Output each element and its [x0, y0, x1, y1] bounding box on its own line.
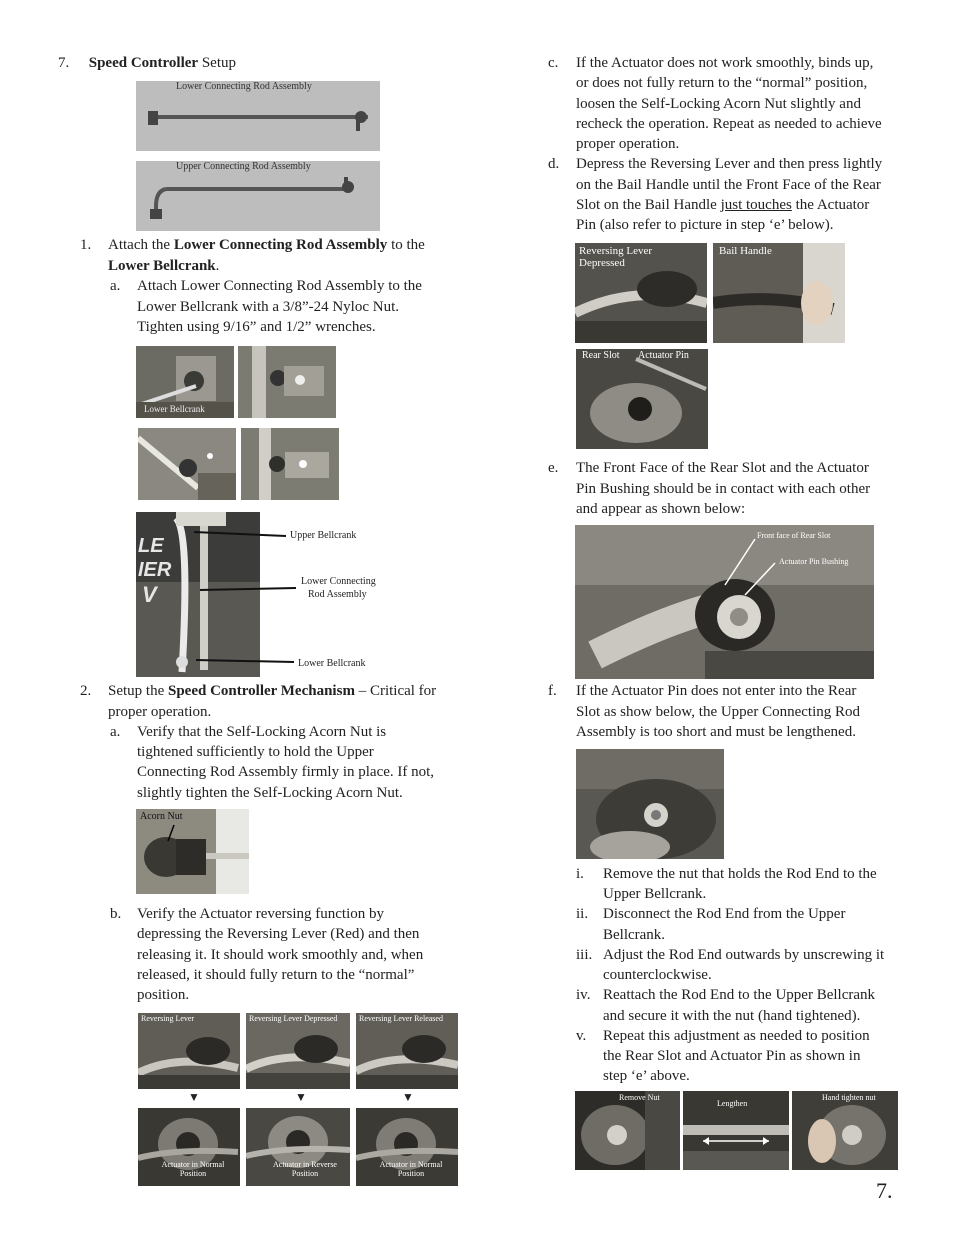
- right-c-line: or does not fully return to the “normal” position,: [576, 75, 868, 91]
- svg-text:LE: LE: [138, 535, 164, 557]
- reversing-photo-label: Reversing Lever: [141, 1014, 195, 1023]
- step2-b-line: released, it should fully return to the “normal”: [137, 967, 415, 983]
- step1-line1: [108, 235, 425, 255]
- right-d-l3-post: the Actuator: [791, 197, 870, 213]
- svg-text:V: V: [142, 582, 157, 607]
- front-face-label: Front face of Rear Slot: [757, 531, 831, 540]
- roman-num: iv.: [576, 987, 591, 1003]
- diagram-label-lower-bellcrank: Lower Bellcrank: [298, 658, 366, 669]
- bellcrank-photo-1: [136, 346, 234, 418]
- diagram-label-lower-rod-1: Lower Connecting: [301, 576, 376, 587]
- step1-l1-pre: Attach the: [108, 237, 174, 253]
- roman-line: Adjust the Rod End outwards by unscrewing it: [603, 947, 885, 963]
- roman-num: iii.: [576, 947, 593, 963]
- remove-nut-label: Remove Nut: [619, 1093, 660, 1102]
- right-e-line: Pin Bushing should be in contact with each other: [576, 481, 871, 497]
- down-arrow-icon: ▼: [402, 1090, 414, 1104]
- roman-line: and secure it with the nut (hand tightened).: [603, 1008, 861, 1024]
- step2-a-line: Connecting Rod Assembly firmly in place. If not,: [137, 764, 435, 780]
- step2-a-letter: a.: [110, 724, 121, 740]
- hand-tighten-label: Hand tighten nut: [822, 1093, 876, 1102]
- roman-num: ii.: [576, 906, 589, 922]
- remove-nut-photo: [575, 1091, 680, 1170]
- roman-line: Reattach the Rod End to the Upper Bellcrank: [603, 987, 875, 1003]
- down-arrow-icon: ▼: [295, 1090, 307, 1104]
- right-f-line: If the Actuator Pin does not enter into the Rear: [576, 683, 857, 699]
- right-d-line3: [576, 195, 869, 215]
- lengthen-label: Lengthen: [717, 1099, 748, 1108]
- bellcrank-photo-2: [238, 346, 336, 418]
- step1-a-letter: a.: [110, 278, 121, 294]
- bellcrank-diagram: [136, 512, 386, 677]
- section-title-rest: Setup: [198, 55, 236, 71]
- step2-l1-pre: Setup the: [108, 683, 168, 699]
- reversing-lever-depressed-photo: [575, 243, 707, 343]
- step1-l1-post: to the: [387, 237, 425, 253]
- bellcrank-photo-3: [138, 428, 236, 500]
- rear-slot-photo: [576, 349, 708, 449]
- right-c-letter: c.: [548, 55, 559, 71]
- bushing-label: Actuator Pin Bushing: [779, 557, 849, 566]
- reversing-photo-1: [138, 1013, 240, 1089]
- step1-line2: [108, 256, 219, 276]
- roman-line: Disconnect the Rod End from the Upper: [603, 906, 846, 922]
- acorn-nut-photo: [136, 809, 249, 894]
- step2-b-line: position.: [137, 987, 190, 1003]
- step2-l1-bold: Speed Controller Mechanism: [168, 683, 355, 699]
- lower-bellcrank-caption: Lower Bellcrank: [144, 404, 205, 414]
- down-arrow-icon: ▼: [188, 1090, 200, 1104]
- bail-handle-photo: [713, 243, 845, 343]
- step2-line1: [108, 681, 436, 701]
- rear-slot-contact-photo: [575, 525, 874, 679]
- diagram-label-upper-bellcrank: Upper Bellcrank: [290, 530, 357, 541]
- bail-handle-label: Bail Handle: [719, 245, 772, 257]
- step2-line2: proper operation.: [108, 704, 212, 720]
- diagram-label-lower-rod-2: Rod Assembly: [308, 589, 367, 600]
- reversing-photo-2: [246, 1013, 350, 1089]
- roman-line: step ‘e’ above.: [603, 1068, 690, 1084]
- upper-rod-photo: [136, 161, 380, 231]
- right-c-line: recheck the operation. Repeat as needed to achieve: [576, 116, 882, 132]
- roman-num: v.: [576, 1028, 587, 1044]
- right-f-line: Slot as show below, the Upper Connecting Rod: [576, 704, 860, 720]
- roman-line: Remove the nut that holds the Rod End to the: [603, 866, 877, 882]
- short-rod-photo: [576, 749, 724, 859]
- reversing-photo-label: Reversing Lever Depressed: [249, 1014, 338, 1023]
- right-c-line: loosen the Self-Locking Acorn Nut slightly and: [576, 96, 861, 112]
- step2-a-line: Verify that the Self-Locking Acorn Nut is: [137, 724, 387, 740]
- right-f-line: Assembly is too short and must be lengthened.: [576, 724, 856, 740]
- right-d-line: Pin (also refer to picture in step ‘e’ below).: [576, 217, 834, 233]
- right-d-line: on the Bail Handle until the Front Face of the Rear: [576, 177, 881, 193]
- right-e-line: The Front Face of the Rear Slot and the Actuator: [576, 460, 869, 476]
- roman-line: Bellcrank.: [603, 927, 666, 943]
- rear-slot-label: Rear Slot: [582, 350, 620, 361]
- lower-rod-photo: [136, 81, 380, 151]
- right-f-letter: f.: [548, 683, 557, 699]
- step2-a-line: slightly tighten the Self-Locking Acorn Nut.: [137, 785, 403, 801]
- actuator-pin-label: Actuator Pin: [638, 350, 689, 361]
- actuator-photo-1: [138, 1108, 240, 1186]
- step2-b-line: depressing the Reversing Lever (Red) and then: [137, 926, 420, 942]
- actuator-photo-label: Actuator in Normal Position: [379, 1160, 443, 1178]
- bellcrank-photo-4: [241, 428, 339, 500]
- roman-line: Upper Bellcrank.: [603, 886, 707, 902]
- actuator-photo-label: Actuator in Reverse Position: [273, 1160, 337, 1178]
- section-title-bold: Speed Controller: [88, 55, 199, 71]
- actuator-photo-label: Actuator in Normal Position: [161, 1160, 225, 1178]
- right-c-line: If the Actuator does not work smoothly, binds up,: [576, 55, 874, 71]
- roman-line: Repeat this adjustment as needed to position: [603, 1028, 870, 1044]
- step2-b-line: Verify the Actuator reversing function by: [137, 906, 385, 922]
- section-number: 7.: [58, 55, 70, 71]
- page-number: 7.: [876, 1178, 893, 1203]
- step1-l2-bold: Lower Bellcrank: [108, 258, 216, 274]
- step2-l1-post: – Critical for: [354, 683, 437, 699]
- hand-tighten-photo: [792, 1091, 898, 1170]
- step1-l1-bold: Lower Connecting Rod Assembly: [173, 237, 388, 253]
- right-d-line: Depress the Reversing Lever and then press lightly: [576, 156, 883, 172]
- roman-line: the Rear Slot and Actuator Pin as shown in: [603, 1048, 861, 1064]
- acorn-nut-label: Acorn Nut: [140, 811, 183, 822]
- roman-line: counterclockwise.: [603, 967, 712, 983]
- reversing-photo-3: [356, 1013, 458, 1089]
- step1-a-line: Tighten using 9/16” and 1/2” wrenches.: [137, 319, 376, 335]
- roman-num: i.: [576, 866, 584, 882]
- actuator-photo-2: [246, 1108, 350, 1186]
- step1-a-line: Attach Lower Connecting Rod Assembly to the: [137, 278, 422, 294]
- step2-num: 2.: [80, 683, 92, 699]
- step2-b-line: releasing it. It should work smoothly and, when: [137, 947, 424, 963]
- right-d-letter: d.: [548, 156, 560, 172]
- step1-l2-post: .: [215, 258, 220, 274]
- right-e-letter: e.: [548, 460, 559, 476]
- step2-a-line: tightened sufficiently to hold the Upper: [137, 744, 374, 760]
- step1-a-line: Lower Bellcrank with a 3/8”-24 Nyloc Nut.: [137, 299, 400, 315]
- right-c-line: proper operation.: [576, 136, 680, 152]
- right-e-line: and appear as shown below:: [576, 501, 746, 517]
- step2-b-letter: b.: [110, 906, 122, 922]
- right-d-l3-underlined: just touches: [720, 197, 792, 213]
- step1-num: 1.: [80, 237, 92, 253]
- section-heading: [58, 53, 236, 73]
- right-d-l3-pre: Slot on the Bail Handle: [576, 197, 721, 213]
- reversing-lever-depressed-label: Reversing Lever Depressed: [579, 245, 652, 269]
- actuator-photo-3: [356, 1108, 458, 1186]
- svg-text:IER: IER: [138, 559, 172, 581]
- reversing-photo-label: Reversing Lever Released: [359, 1014, 443, 1023]
- lengthen-photo: [683, 1091, 789, 1170]
- lower-rod-label: Lower Connecting Rod Assembly: [176, 81, 312, 92]
- upper-rod-label: Upper Connecting Rod Assembly: [176, 161, 311, 172]
